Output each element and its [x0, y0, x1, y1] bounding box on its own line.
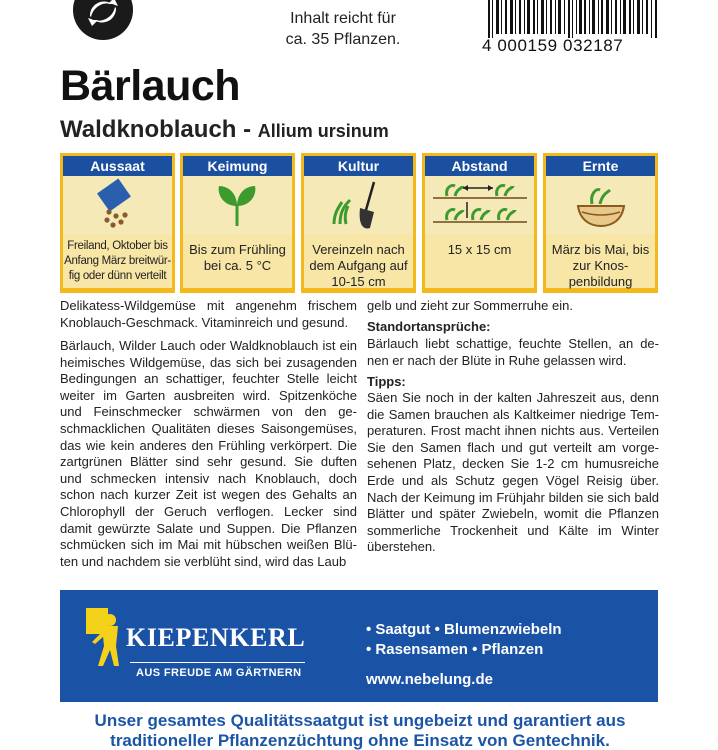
products-line-1: • Saatgut • Blumenzwiebeln	[366, 621, 562, 638]
step-label: Aussaat	[63, 156, 172, 176]
recycle-logo-icon	[62, 0, 144, 44]
latin-name: Allium ursinum	[257, 121, 389, 141]
content-note-line-1: Inhalt reicht für	[290, 10, 396, 27]
step-ernte	[543, 153, 658, 293]
website-link[interactable]: www.nebelung.de	[366, 671, 493, 688]
step-text: Vereinzeln nach dem Aufgang auf 10-15 cm	[304, 234, 413, 288]
content-note	[268, 8, 418, 50]
step-label: Keimung	[183, 156, 292, 176]
main-description: Bärlauch, Wilder Lauch oder Waldknoblauch ist ein heimisches Wildgemüse, das sich bei zusagenden Bedingungen an schattiger, feuchter Stelle leicht weiter im Garten ausbreiten wird. Spitzenköche und Feinschmecker schwärmen von den ge-schmacklichen Qualitäten dieses Saisongemüses, das wie kein anderes den Frühling verkörpert. Die zartgrünen Blätter sind sehr gesund. Sie duften und schmecken intensiv nach Knoblauch, doch schon nach kurzer Zeit ist wegen des Gehalts an Chlorophyll der Geruch verflogen. Lecker sind damit gewürzte Salate und Suppen. Die Pflanzen schmücken sich im Mai mit hübschen weißen Blü-ten und nachdem sie verblüht sind, wird das Laub	[60, 338, 357, 569]
location-text: Bärlauch liebt schattige, feuchte Stellen, an de-nen er nach der Blüte in Ruhe gelassen wird.	[367, 336, 659, 368]
barcode-number: 4 000159 032187	[482, 36, 624, 55]
step-label: Ernte	[546, 156, 655, 176]
tips-section	[367, 374, 659, 391]
intro-text: Delikatess-Wildgemüse mit angenehm frischem Knoblauch-Geschmack. Vitaminreich und gesund.	[60, 298, 357, 330]
content-note-line-2: ca. 35 Pflanzen.	[285, 31, 401, 48]
products-line-2: • Rasensamen • Pflanzen	[366, 641, 544, 658]
step-aussaat	[60, 153, 175, 293]
location-heading: Standortansprüche:	[367, 319, 491, 334]
step-text: 15 x 15 cm	[425, 234, 534, 288]
step-abstand	[422, 153, 537, 293]
brand-slogan: AUS FREUDE AM GÄRTNERN	[136, 667, 302, 679]
growing-steps	[60, 153, 658, 293]
harvest-bowl-icon	[546, 176, 655, 234]
step-label: Kultur	[304, 156, 413, 176]
quality-statement-line-1: Unser gesamtes Qualitätssaatgut ist ungebeizt und garantiert aus	[94, 711, 626, 730]
step-kultur	[301, 153, 416, 293]
step-keimung	[180, 153, 295, 293]
product-title: Bärlauch	[60, 62, 241, 110]
brand-name: KIEPENKERL	[126, 623, 306, 652]
common-name: Waldknoblauch -	[60, 116, 252, 143]
kiepenkerl-figure-icon	[82, 608, 124, 668]
step-text: Freiland, Oktober bis Anfang März breitwür-fig oder dünn verteilt	[63, 234, 172, 288]
description-continuation: gelb und zieht zur Sommerruhe ein.	[367, 298, 573, 313]
location-section	[367, 319, 659, 336]
product-subtitle	[60, 116, 389, 144]
step-text: Bis zum Frühling bei ca. 5 °C	[183, 234, 292, 288]
spacing-icon	[425, 176, 534, 234]
step-text: März bis Mai, bis zur Knos-penbildung	[546, 234, 655, 288]
spade-icon	[304, 176, 413, 234]
seed-packet-icon	[63, 176, 172, 234]
step-label: Abstand	[425, 156, 534, 176]
slogan-divider	[130, 662, 305, 663]
tips-text: Säen Sie noch in der kalten Jahreszeit aus, denn die Samen brauchen als Kaltkeimer niedrige Tem-peraturen. Frost macht ihnen nichts aus. Verteilen Sie den Samen flach und gut verteilt am vorge-sehenen Platz, decken Sie 1-2 cm humusreiche Erde und als Schutz gegen Vögel Reisig über. Nach der Keimung im Frühjahr bilden sie sich bald Blätter und später Zwiebeln, womit die Pflanzen sommerliche Trockenheit und Kälte im Winter überstehen.	[367, 390, 659, 555]
quality-statement-line-2: traditioneller Pflanzenzüchtung ohne Einsatz von Gentechnik.	[110, 731, 610, 750]
quality-statement	[30, 711, 690, 750]
seedling-icon	[183, 176, 292, 234]
brand-banner	[60, 590, 658, 702]
tips-heading: Tipps:	[367, 374, 406, 389]
